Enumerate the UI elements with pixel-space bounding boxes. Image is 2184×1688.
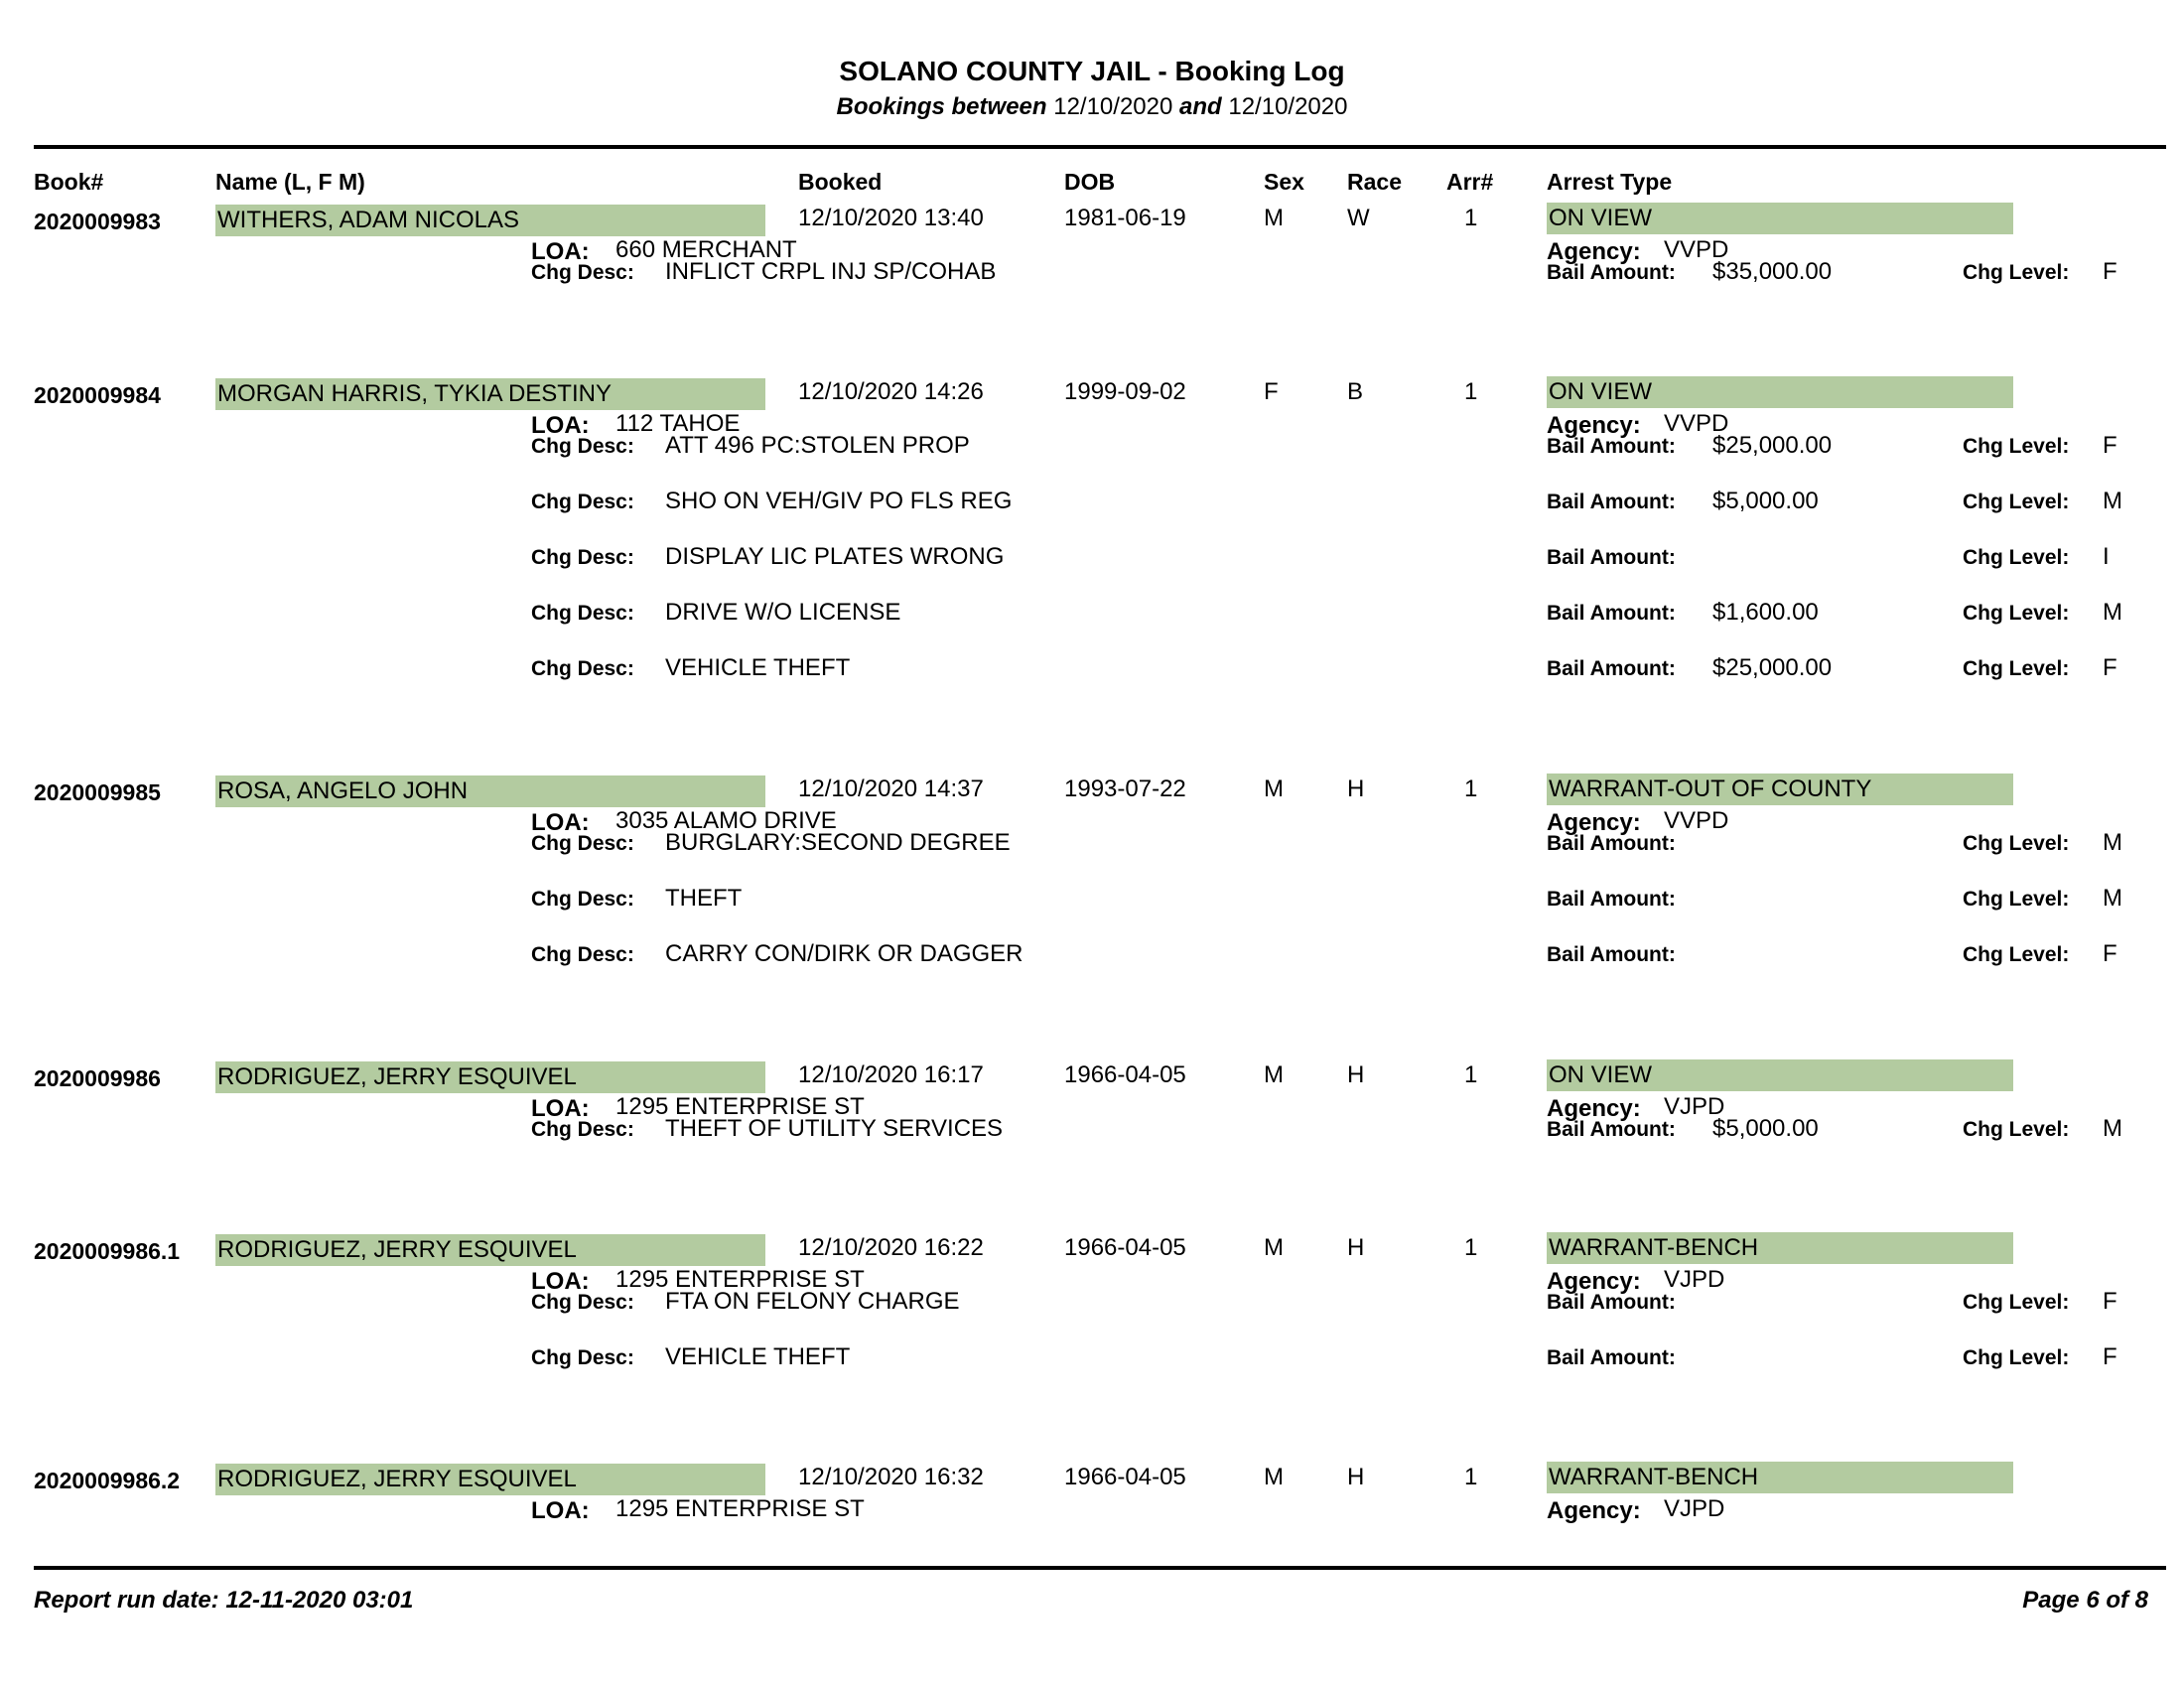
race-value: W bbox=[1347, 205, 1370, 231]
charge-level: F bbox=[2103, 1343, 2117, 1370]
booked-datetime: 12/10/2020 16:22 bbox=[798, 1234, 984, 1261]
chg-level-label: Chg Level: bbox=[1963, 888, 2070, 911]
agency-label: Agency: bbox=[1547, 1497, 1641, 1524]
chg-level-label: Chg Level: bbox=[1963, 1118, 2070, 1141]
charge-description: DRIVE W/O LICENSE bbox=[665, 599, 901, 626]
charge-description: BURGLARY:SECOND DEGREE bbox=[665, 829, 1011, 856]
agency-value: VVPD bbox=[1664, 410, 1729, 437]
chg-desc-label: Chg Desc: bbox=[531, 1346, 634, 1369]
chg-level-label: Chg Level: bbox=[1963, 832, 2070, 855]
booking-number: 2020009986.1 bbox=[34, 1238, 181, 1264]
charge-level: M bbox=[2103, 1115, 2122, 1142]
arrest-type: ON VIEW bbox=[1547, 1059, 2013, 1091]
arrest-type: ON VIEW bbox=[1547, 203, 2013, 234]
booking-number: 2020009983 bbox=[34, 209, 161, 234]
date-of-birth: 1966-04-05 bbox=[1064, 1464, 1186, 1490]
charge-level: M bbox=[2103, 829, 2122, 856]
arrest-type: WARRANT-OUT OF COUNTY bbox=[1547, 774, 2013, 805]
charge-level: F bbox=[2103, 258, 2117, 285]
charge-description: THEFT OF UTILITY SERVICES bbox=[665, 1115, 1004, 1142]
bail-amount-label: Bail Amount: bbox=[1547, 943, 1676, 966]
loa-label: LOA: bbox=[531, 412, 590, 439]
chg-level-label: Chg Level: bbox=[1963, 435, 2070, 458]
subtitle-and: and bbox=[1179, 93, 1222, 120]
bail-amount: $25,000.00 bbox=[1712, 654, 1833, 681]
arrest-type: WARRANT-BENCH bbox=[1547, 1462, 2013, 1493]
chg-desc-label: Chg Desc: bbox=[531, 1291, 634, 1314]
bail-amount-label: Bail Amount: bbox=[1547, 832, 1676, 855]
sex-value: M bbox=[1264, 775, 1284, 802]
col-header-booked: Booked bbox=[798, 169, 883, 195]
inmate-name: RODRIGUEZ, JERRY ESQUIVEL bbox=[215, 1061, 765, 1093]
charge-description: CARRY CON/DIRK OR DAGGER bbox=[665, 940, 1024, 967]
chg-desc-label: Chg Desc: bbox=[531, 435, 634, 458]
footer-divider bbox=[34, 1566, 2166, 1570]
booked-datetime: 12/10/2020 14:26 bbox=[798, 378, 984, 405]
arrest-type: WARRANT-BENCH bbox=[1547, 1232, 2013, 1264]
race-value: H bbox=[1347, 775, 1365, 802]
charge-level: I bbox=[2103, 543, 2110, 570]
chg-level-label: Chg Level: bbox=[1963, 1346, 2070, 1369]
chg-level-label: Chg Level: bbox=[1963, 657, 2070, 680]
date-from: 12/10/2020 bbox=[1053, 93, 1173, 120]
charge-description: DISPLAY LIC PLATES WRONG bbox=[665, 543, 1005, 570]
sex-value: M bbox=[1264, 205, 1284, 231]
charge-level: M bbox=[2103, 885, 2122, 912]
agency-value: VJPD bbox=[1664, 1093, 1725, 1120]
charge-level: M bbox=[2103, 599, 2122, 626]
bail-amount-label: Bail Amount: bbox=[1547, 491, 1676, 513]
bail-amount-label: Bail Amount: bbox=[1547, 657, 1676, 680]
agency-value: VVPD bbox=[1664, 236, 1729, 263]
col-header-sex: Sex bbox=[1264, 169, 1304, 195]
subtitle-prefix: Bookings between bbox=[836, 93, 1047, 120]
sex-value: M bbox=[1264, 1234, 1284, 1261]
loa-label: LOA: bbox=[531, 1497, 590, 1524]
booked-datetime: 12/10/2020 16:17 bbox=[798, 1061, 984, 1088]
chg-desc-label: Chg Desc: bbox=[531, 888, 634, 911]
chg-level-label: Chg Level: bbox=[1963, 261, 2070, 284]
booking-number: 2020009986 bbox=[34, 1065, 161, 1091]
chg-desc-label: Chg Desc: bbox=[531, 491, 634, 513]
charge-level: F bbox=[2103, 432, 2117, 459]
loa-value: 1295 ENTERPRISE ST bbox=[615, 1266, 865, 1293]
inmate-name: RODRIGUEZ, JERRY ESQUIVEL bbox=[215, 1234, 765, 1266]
agency-label: Agency: bbox=[1547, 1268, 1641, 1295]
bail-amount: $5,000.00 bbox=[1712, 488, 1819, 514]
loa-label: LOA: bbox=[531, 1095, 590, 1122]
chg-level-label: Chg Level: bbox=[1963, 943, 2070, 966]
col-header-name: Name (L, F M) bbox=[215, 169, 365, 195]
arrest-number: 1 bbox=[1464, 1234, 1478, 1261]
report-subtitle bbox=[0, 93, 2184, 121]
chg-desc-label: Chg Desc: bbox=[531, 657, 634, 680]
chg-desc-label: Chg Desc: bbox=[531, 261, 634, 284]
chg-level-label: Chg Level: bbox=[1963, 602, 2070, 625]
bail-amount: $35,000.00 bbox=[1712, 258, 1833, 285]
date-to: 12/10/2020 bbox=[1228, 93, 1348, 120]
inmate-name: WITHERS, ADAM NICOLAS bbox=[215, 205, 765, 236]
bail-amount-label: Bail Amount: bbox=[1547, 261, 1676, 284]
booking-number: 2020009985 bbox=[34, 779, 161, 805]
arrest-number: 1 bbox=[1464, 1061, 1478, 1088]
chg-desc-label: Chg Desc: bbox=[531, 602, 634, 625]
col-header-arr: Arr# bbox=[1446, 169, 1494, 195]
charge-level: F bbox=[2103, 1288, 2117, 1315]
charge-description: VEHICLE THEFT bbox=[665, 1343, 851, 1370]
date-of-birth: 1999-09-02 bbox=[1064, 378, 1186, 405]
booked-datetime: 12/10/2020 13:40 bbox=[798, 205, 984, 231]
agency-label: Agency: bbox=[1547, 238, 1641, 265]
loa-value: 112 TAHOE bbox=[615, 410, 741, 437]
bail-amount-label: Bail Amount: bbox=[1547, 1346, 1676, 1369]
report-run-date: Report run date: 12-11-2020 03:01 bbox=[34, 1587, 414, 1614]
agency-value: VJPD bbox=[1664, 1266, 1725, 1293]
arrest-type: ON VIEW bbox=[1547, 376, 2013, 408]
race-value: H bbox=[1347, 1234, 1365, 1261]
bail-amount: $25,000.00 bbox=[1712, 432, 1833, 459]
loa-label: LOA: bbox=[531, 1268, 590, 1295]
booking-number: 2020009986.2 bbox=[34, 1468, 181, 1493]
arrest-number: 1 bbox=[1464, 1464, 1478, 1490]
chg-desc-label: Chg Desc: bbox=[531, 1118, 634, 1141]
charge-description: FTA ON FELONY CHARGE bbox=[665, 1288, 960, 1315]
chg-level-label: Chg Level: bbox=[1963, 491, 2070, 513]
bail-amount-label: Bail Amount: bbox=[1547, 602, 1676, 625]
agency-value: VVPD bbox=[1664, 807, 1729, 834]
chg-desc-label: Chg Desc: bbox=[531, 832, 634, 855]
charge-description: VEHICLE THEFT bbox=[665, 654, 851, 681]
inmate-name: MORGAN HARRIS, TYKIA DESTINY bbox=[215, 378, 765, 410]
arrest-number: 1 bbox=[1464, 775, 1478, 802]
chg-level-label: Chg Level: bbox=[1963, 546, 2070, 569]
col-header-book: Book# bbox=[34, 169, 104, 195]
charge-description: ATT 496 PC:STOLEN PROP bbox=[665, 432, 970, 459]
chg-desc-label: Chg Desc: bbox=[531, 943, 634, 966]
col-header-race: Race bbox=[1347, 169, 1402, 195]
booking-number: 2020009984 bbox=[34, 382, 161, 408]
race-value: B bbox=[1347, 378, 1364, 405]
bail-amount-label: Bail Amount: bbox=[1547, 1291, 1676, 1314]
date-of-birth: 1981-06-19 bbox=[1064, 205, 1186, 231]
inmate-name: ROSA, ANGELO JOHN bbox=[215, 775, 765, 807]
loa-label: LOA: bbox=[531, 809, 590, 836]
agency-label: Agency: bbox=[1547, 809, 1641, 836]
bail-amount: $1,600.00 bbox=[1712, 599, 1819, 626]
bail-amount-label: Bail Amount: bbox=[1547, 546, 1676, 569]
chg-desc-label: Chg Desc: bbox=[531, 546, 634, 569]
bail-amount-label: Bail Amount: bbox=[1547, 435, 1676, 458]
col-header-arrest-type: Arrest Type bbox=[1547, 169, 1673, 195]
loa-label: LOA: bbox=[531, 238, 590, 265]
agency-label: Agency: bbox=[1547, 412, 1641, 439]
chg-level-label: Chg Level: bbox=[1963, 1291, 2070, 1314]
charge-level: F bbox=[2103, 654, 2117, 681]
date-of-birth: 1966-04-05 bbox=[1064, 1061, 1186, 1088]
race-value: H bbox=[1347, 1061, 1365, 1088]
arrest-number: 1 bbox=[1464, 378, 1478, 405]
charge-level: M bbox=[2103, 488, 2122, 514]
col-header-dob: DOB bbox=[1064, 169, 1116, 195]
header-divider bbox=[34, 145, 2166, 149]
charge-level: F bbox=[2103, 940, 2117, 967]
inmate-name: RODRIGUEZ, JERRY ESQUIVEL bbox=[215, 1464, 765, 1495]
booked-datetime: 12/10/2020 14:37 bbox=[798, 775, 984, 802]
loa-value: 1295 ENTERPRISE ST bbox=[615, 1093, 865, 1120]
arrest-number: 1 bbox=[1464, 205, 1478, 231]
booked-datetime: 12/10/2020 16:32 bbox=[798, 1464, 984, 1490]
date-of-birth: 1966-04-05 bbox=[1064, 1234, 1186, 1261]
page-number: Page 6 of 8 bbox=[2022, 1587, 2148, 1614]
bail-amount-label: Bail Amount: bbox=[1547, 888, 1676, 911]
report-title: SOLANO COUNTY JAIL - Booking Log bbox=[839, 56, 1345, 86]
date-of-birth: 1993-07-22 bbox=[1064, 775, 1186, 802]
race-value: H bbox=[1347, 1464, 1365, 1490]
charge-description: INFLICT CRPL INJ SP/COHAB bbox=[665, 258, 997, 285]
bail-amount-label: Bail Amount: bbox=[1547, 1118, 1676, 1141]
loa-value: 1295 ENTERPRISE ST bbox=[615, 1495, 865, 1522]
agency-label: Agency: bbox=[1547, 1095, 1641, 1122]
charge-description: THEFT bbox=[665, 885, 743, 912]
charge-description: SHO ON VEH/GIV PO FLS REG bbox=[665, 488, 1013, 514]
sex-value: M bbox=[1264, 1464, 1284, 1490]
sex-value: F bbox=[1264, 378, 1279, 405]
bail-amount: $5,000.00 bbox=[1712, 1115, 1819, 1142]
loa-value: 3035 ALAMO DRIVE bbox=[615, 807, 837, 834]
agency-value: VJPD bbox=[1664, 1495, 1725, 1522]
loa-value: 660 MERCHANT bbox=[615, 236, 797, 263]
sex-value: M bbox=[1264, 1061, 1284, 1088]
